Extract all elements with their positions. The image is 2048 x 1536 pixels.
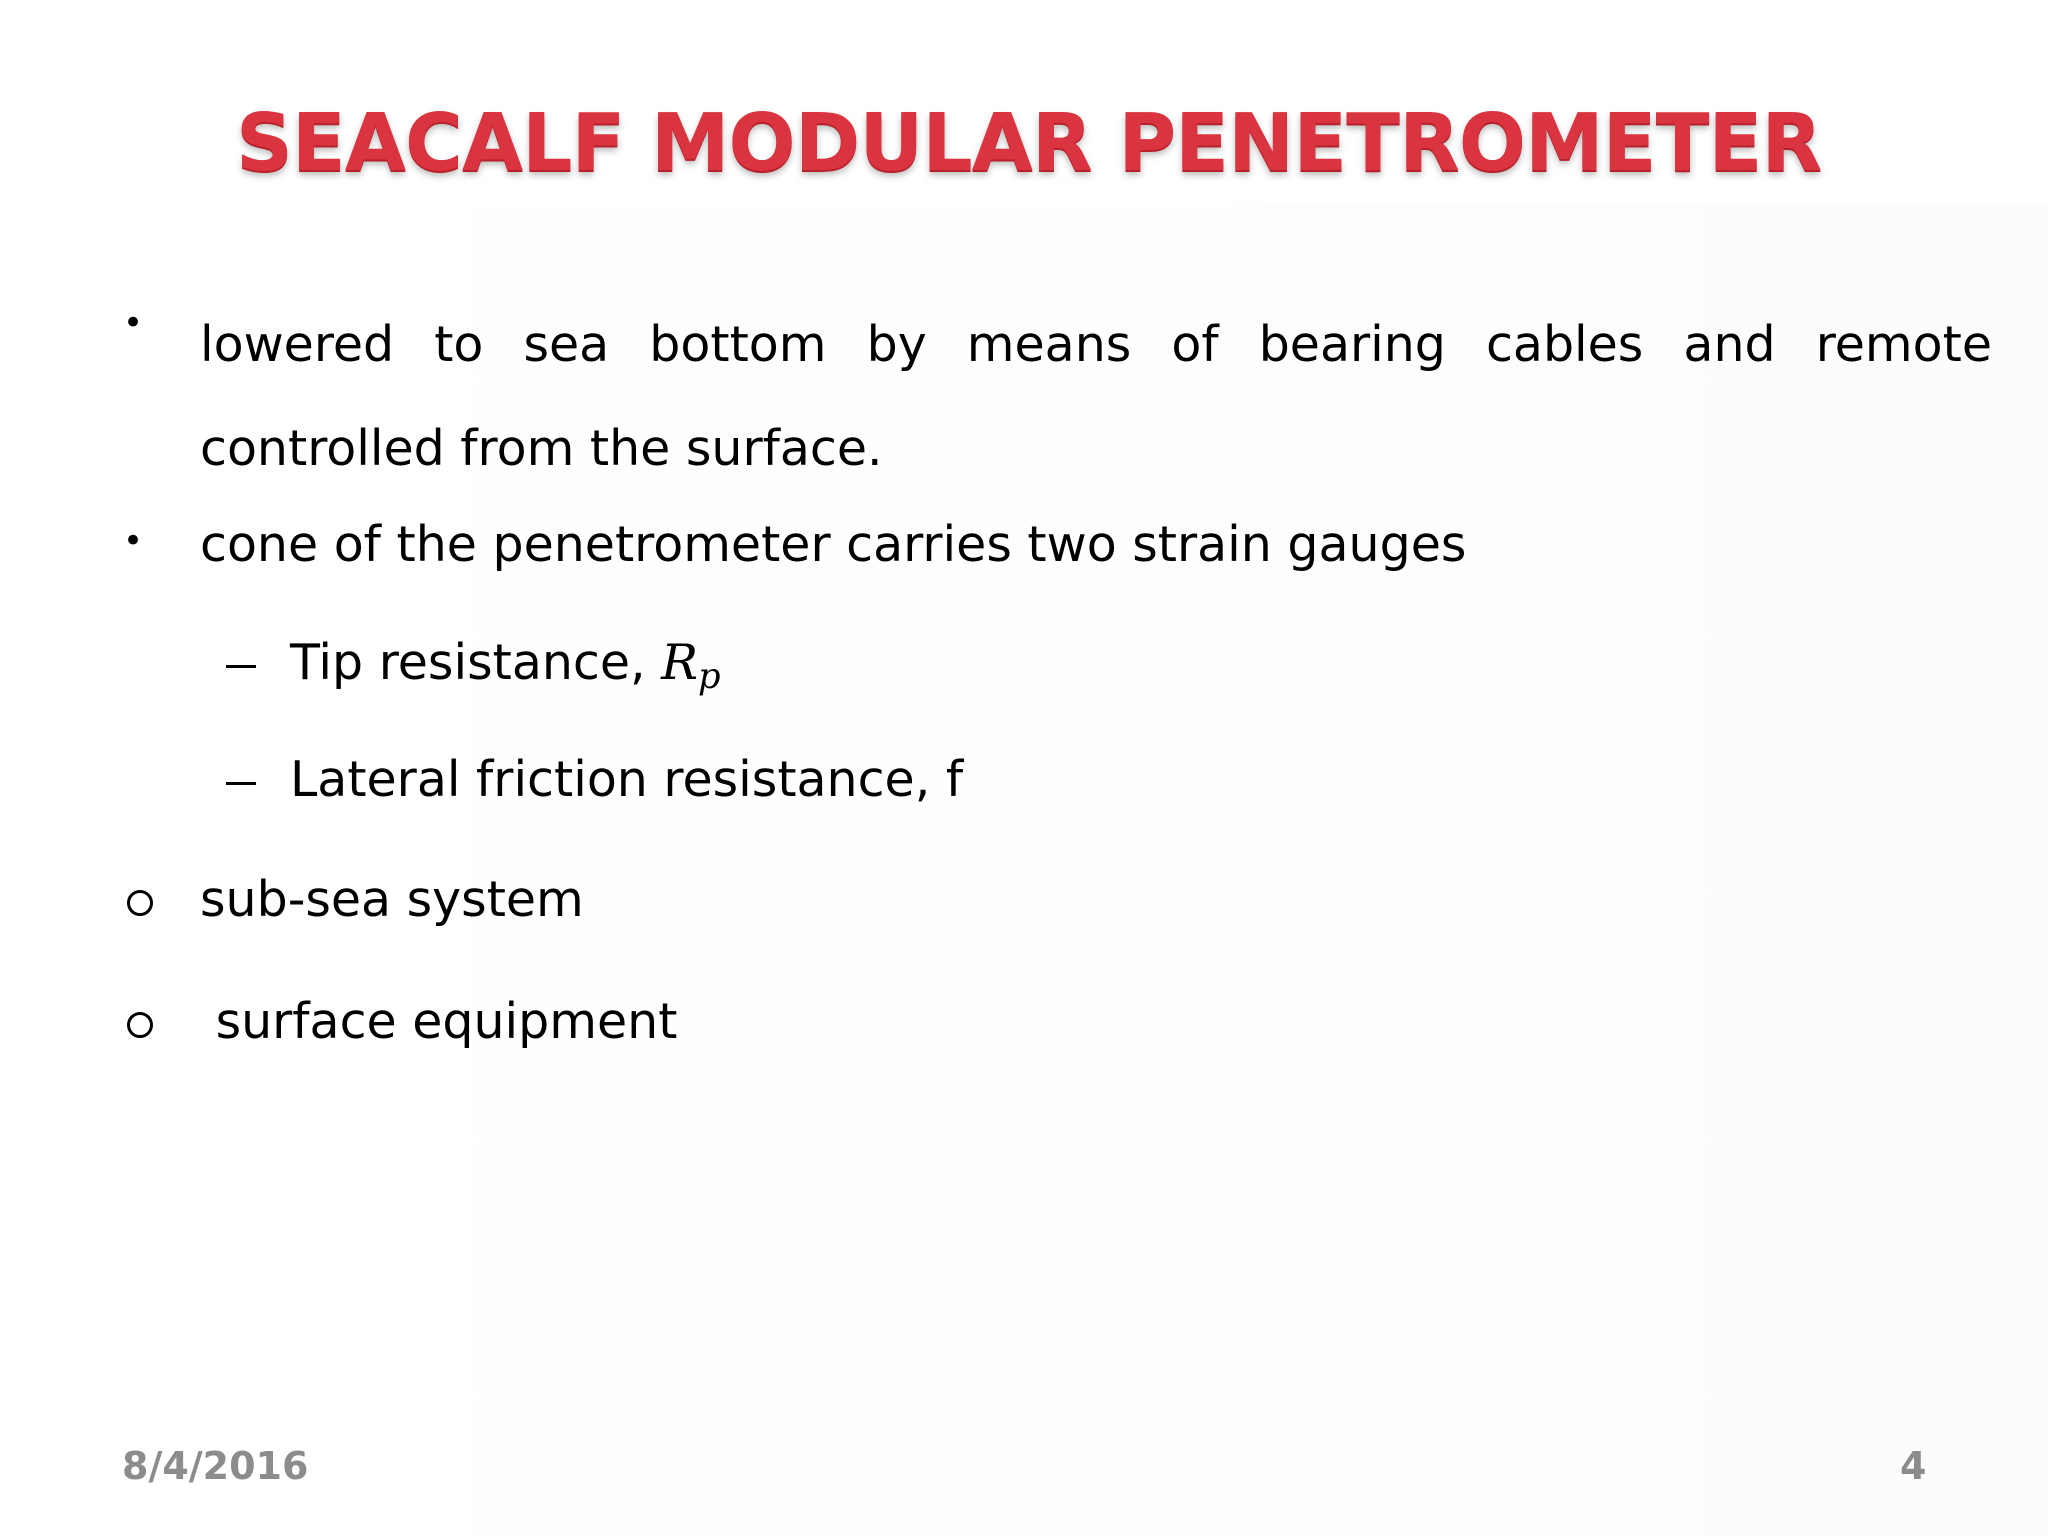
dash-icon — [226, 665, 256, 668]
sub-item-label: Tip resistance, — [290, 634, 662, 691]
footer-date: 8/4/2016 — [122, 1444, 309, 1488]
math-rp — [661, 634, 721, 697]
slide-title: SEACALF MODULAR PENETROMETER — [236, 97, 1822, 189]
math-symbol: R — [661, 634, 699, 691]
dash-icon — [226, 782, 256, 785]
bullet-dot-icon: • — [123, 303, 144, 343]
circle-bullet-icon — [127, 1012, 153, 1038]
bullet-dot-icon: • — [123, 521, 144, 561]
circle-item-subsea: sub-sea system — [200, 871, 584, 928]
circle-bullet-icon — [127, 890, 153, 916]
bullet-text-2: cone of the penetrometer carries two strain gauges — [200, 516, 1467, 573]
circle-item-surface: surface equipment — [200, 993, 678, 1050]
sub-item-tip-resistance — [290, 634, 721, 697]
footer-page-number: 4 — [1900, 1444, 1927, 1488]
math-subscript: p — [698, 655, 721, 697]
bullet-text-1: lowered to sea bottom by means of bearing cables and remote controlled from the surface. — [200, 316, 1992, 477]
sub-item-lateral-friction: Lateral friction resistance, f — [290, 751, 964, 808]
